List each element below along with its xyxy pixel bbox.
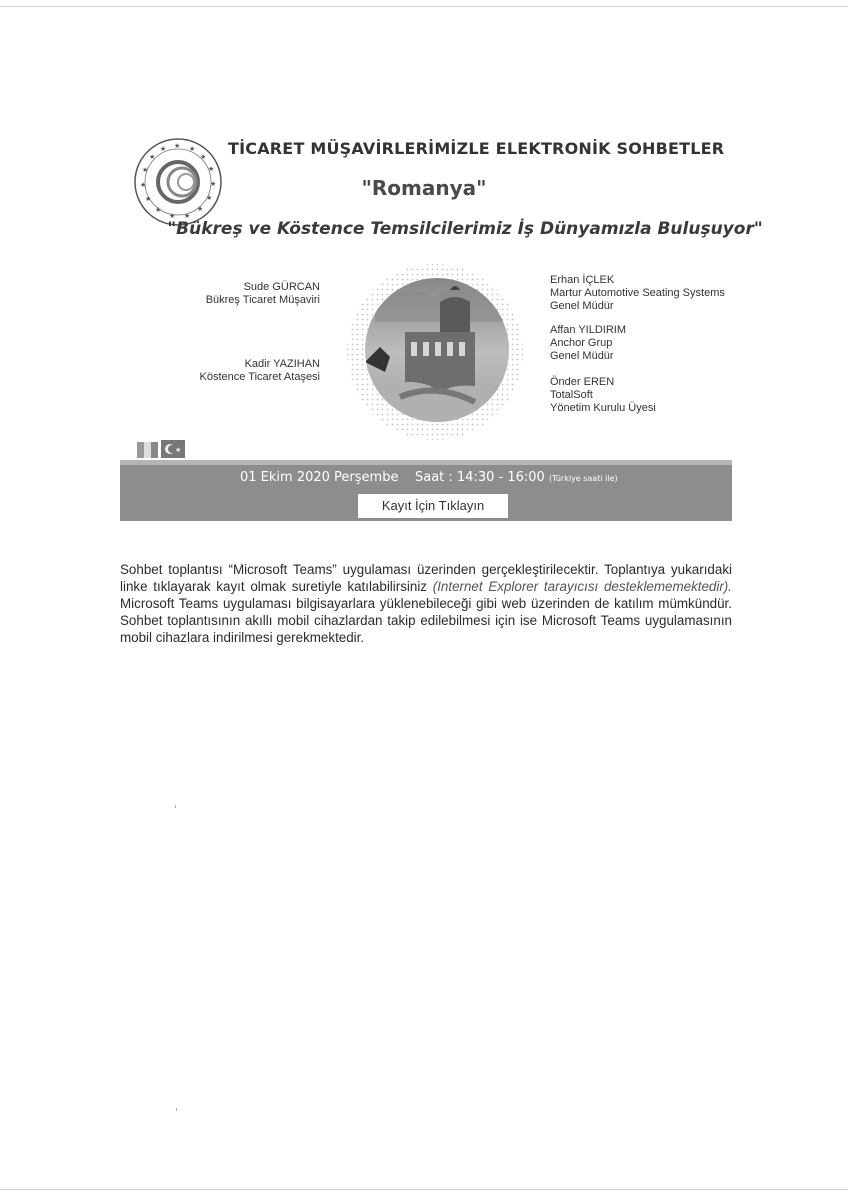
info-text-part2: Microsoft Teams uygulaması bilgisayarlara yüklenebileceği gibi web üzerinden de katılım mümkündür. Sohbet toplantısının akıllı mobil cihazlardan takip edilebilmesi için ise Microsoft Teams uygulamasının mobil cihazlara indirilmesi gerekmektedir. — [120, 596, 732, 645]
svg-text:★: ★ — [206, 194, 213, 202]
event-subtitle: "Bükreş ve Köstence Temsilcilerimiz İş Dünyamızla Buluşuyor" — [167, 219, 763, 239]
speaker-role: Köstence Ticaret Ataşesi — [199, 371, 320, 383]
speaker-company: TotalSoft — [550, 389, 593, 401]
svg-text:★: ★ — [160, 145, 167, 153]
country-title: "Romanya" — [361, 176, 487, 200]
speaker-name: Affan YILDIRIM — [550, 324, 627, 336]
speaker-right-3 — [550, 376, 656, 415]
svg-text:★: ★ — [208, 165, 215, 173]
speaker-name: Kadir YAZIHAN — [244, 358, 320, 370]
event-datetime — [240, 470, 618, 485]
svg-text:★: ★ — [155, 206, 162, 214]
speaker-left-2 — [120, 358, 320, 384]
bottom-scan-rule — [0, 1189, 848, 1190]
svg-text:★: ★ — [149, 153, 156, 161]
speaker-role: Bükreş Ticaret Müşaviri — [205, 294, 320, 306]
register-button[interactable]: Kayıt İçin Tıklayın — [357, 493, 509, 519]
scan-speck — [176, 1108, 177, 1111]
svg-text:★: ★ — [210, 180, 217, 188]
svg-text:★: ★ — [140, 181, 147, 189]
svg-text:★: ★ — [175, 446, 182, 454]
info-text-italic: (Internet Explorer tarayıcısı desteklememektedir). — [432, 579, 732, 594]
event-date: 01 Ekim 2020 Perşembe — [240, 470, 399, 485]
romania-turkey-flags-icon — [133, 436, 188, 462]
speaker-role: Genel Müdür — [550, 350, 614, 362]
speaker-left-1 — [120, 281, 320, 307]
speaker-role: Genel Müdür — [550, 300, 614, 312]
svg-text:★: ★ — [197, 205, 204, 213]
speaker-name: Erhan İÇLEK — [550, 274, 615, 286]
building-handshake-photo — [345, 262, 525, 442]
scan-speck — [175, 805, 176, 808]
svg-text:★: ★ — [200, 153, 207, 161]
speaker-right-2 — [550, 324, 626, 363]
svg-text:★: ★ — [169, 212, 176, 220]
svg-text:★: ★ — [142, 166, 149, 174]
speaker-name: Önder EREN — [550, 376, 615, 388]
event-time: Saat : 14:30 - 16:00 — [414, 470, 545, 485]
info-text-part1: Sohbet toplantısı “Microsoft Teams” uygulaması üzerinden gerçekleştirilecektir. Toplantıya yukarıdaki linke tıklayarak kayıt olmak suretiyle katılabilirsiniz — [120, 562, 732, 594]
svg-text:★: ★ — [174, 142, 181, 150]
speaker-company: Martur Automotive Seating Systems — [550, 287, 725, 299]
speaker-name: Sude GÜRCAN — [243, 281, 320, 293]
event-time-note: (Türkiye saati ile) — [548, 474, 618, 483]
event-series-title: TİCARET MÜŞAVİRLERİMİZLE ELEKTRONİK SOHBETLER — [228, 139, 725, 158]
speaker-role: Yönetim Kurulu Üyesi — [550, 402, 656, 414]
svg-text:★: ★ — [184, 212, 191, 220]
top-scan-rule — [0, 6, 848, 7]
svg-text:★: ★ — [145, 195, 152, 203]
speaker-company: Anchor Grup — [550, 337, 613, 349]
info-paragraph — [120, 561, 732, 646]
speaker-right-1 — [550, 274, 725, 313]
svg-text:★: ★ — [189, 145, 196, 153]
